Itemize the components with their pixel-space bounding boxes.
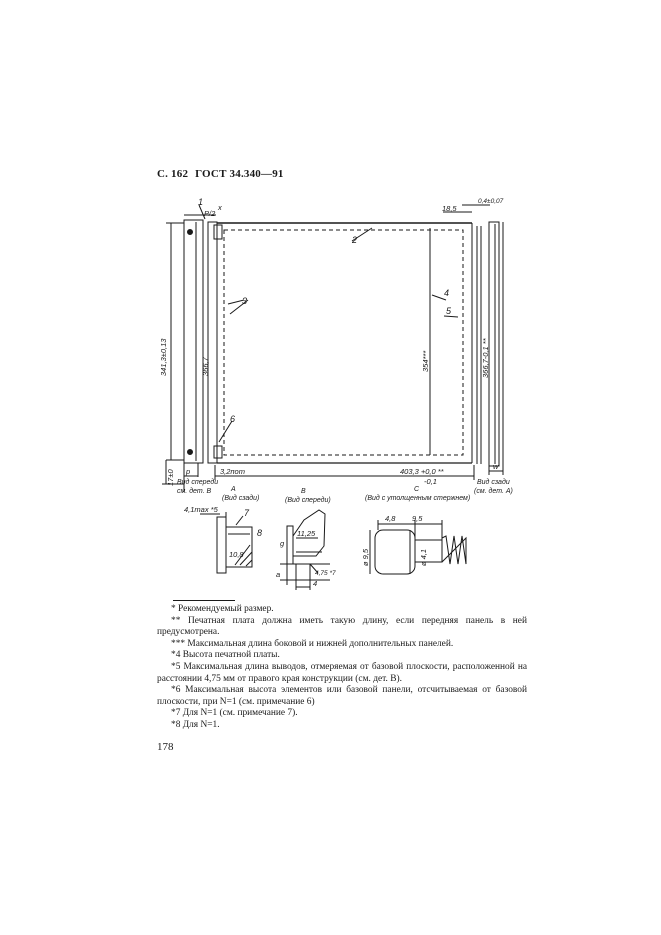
dim-3-2: 3,2пот — [220, 467, 245, 476]
dim-4: 4 — [313, 579, 318, 588]
dim-phi-9-5: ø 9,5 — [361, 548, 370, 566]
footnotes — [157, 604, 527, 732]
dim-17: 17±0 — [166, 469, 175, 486]
dim-18-5: 18,5 — [442, 204, 457, 213]
label-view-c-caption: (Вид с утолщенным стержнем) — [365, 495, 471, 502]
dim-11-25: 11,25 — [297, 529, 316, 538]
dim-4-75: 4,75 *7 — [315, 570, 336, 577]
dim-0-4: 0,4±0,07 — [478, 198, 504, 205]
dim-403-tol: -0,1 — [424, 477, 437, 486]
footnote-divider — [173, 600, 235, 601]
dim-phi-4-1: ø 4,1 — [419, 548, 428, 566]
footnote-6: *6 Максимальная высота элементов или базовой панели, отсчитываемая от базовой плоскости, при N=1 (см. примечание 6) — [157, 685, 527, 707]
callout-5: 5 — [446, 306, 452, 316]
label-view-back-right-2: (см. дет. A) — [474, 488, 513, 495]
footnote-3: *** Максимальная длина боковой и нижней дополнительных панелей. — [171, 638, 454, 649]
dim-366-r: 366,7-0,1 ** — [481, 338, 490, 378]
rear-edge-strip — [489, 222, 499, 466]
callout-6: 6 — [230, 414, 236, 424]
mount-hole-bottom — [188, 450, 193, 455]
label-view-b-letter: B — [301, 488, 306, 495]
dim-403: 403,3 +0,0 ** — [400, 467, 444, 476]
callout-8: 8 — [257, 528, 263, 538]
dim-p2: P/2 — [204, 209, 216, 218]
front-panel — [184, 220, 203, 463]
page-number: 178 — [157, 741, 174, 753]
label-view-a-letter: A — [231, 486, 236, 493]
dim-354: 354*** — [421, 350, 430, 372]
page-ref: С. 162 — [157, 168, 189, 180]
footnote-2: ** Печатная плата должна иметь такую длину, если передняя панель в ней предусмотрена. — [157, 615, 527, 638]
dim-10-8: 10,8 — [229, 550, 244, 559]
label-view-c-letter: C — [414, 486, 420, 493]
dim-341: 341,3±0,13 — [159, 338, 168, 376]
dim-366: 366,7 — [201, 357, 210, 376]
footnote-4: *4 Высота печатной платы. — [171, 650, 280, 661]
dim-p: p — [186, 467, 191, 476]
callout-4: 4 — [444, 288, 450, 298]
dim-w: w — [493, 462, 499, 471]
footnote-1: * Рекомендуемый размер. — [171, 604, 274, 614]
label-view-front-left-2: см. дет. B — [177, 488, 212, 495]
label-view-back-right: Вид сзади — [477, 479, 510, 486]
callout-7: 7 — [244, 508, 250, 518]
footnote-7: *7 Для N=1 (см. примечание 7). — [171, 708, 298, 719]
detail-c-head — [375, 530, 415, 574]
standard-number: ГОСТ 34.340—91 — [195, 168, 284, 180]
dim-4-8: 4,8 — [385, 514, 396, 523]
dim-9-5: 9,5 — [412, 514, 423, 523]
mount-hole-top — [188, 230, 193, 235]
footnote-8: *8 Для N=1. — [171, 719, 220, 730]
detail-b-pin — [287, 526, 293, 564]
dim-g: g — [280, 539, 285, 548]
dim-a: a — [276, 570, 281, 579]
footnote-5: *5 Максимальная длина выводов, отмеряемая от базовой плоскости, расположенной на расстоянии 4,75 мм от правого края конструкции (см. дет. B). — [157, 661, 527, 684]
callout-1: 1 — [198, 197, 204, 207]
callout-2: 2 — [352, 235, 358, 245]
dim-4-1: 4,1max *5 — [184, 505, 218, 514]
connector-strip — [208, 222, 217, 463]
label-view-a-caption: (Вид сзади) — [222, 495, 260, 502]
label-view-front-left: Вид спереди — [177, 479, 219, 486]
callout-3: 3 — [242, 296, 248, 306]
detail-a-bracket — [217, 517, 226, 573]
dim-x: x — [218, 203, 222, 212]
label-view-b-caption: (Вид спереди) — [285, 497, 331, 504]
board-dashed-outline — [224, 230, 463, 455]
